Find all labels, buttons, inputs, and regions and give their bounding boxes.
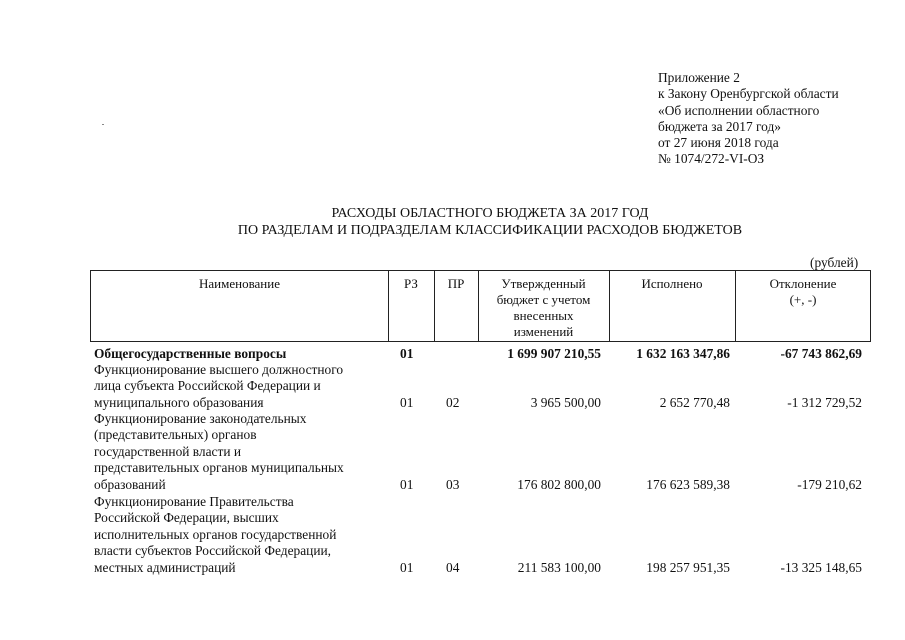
appendix-line: от 27 июня 2018 года <box>658 135 779 151</box>
row-pr: 04 <box>446 560 460 575</box>
row-executed: 1 632 163 347,86 <box>636 346 730 361</box>
header-rz: РЗ <box>404 276 418 291</box>
row-rz: 01 <box>400 346 414 361</box>
row-name-line: государственной власти и <box>94 443 242 459</box>
row-name <box>94 411 344 493</box>
row-name-line: местных администраций <box>94 559 236 575</box>
row-executed: 198 257 951,35 <box>646 560 730 575</box>
row-pr: 02 <box>446 395 460 410</box>
row-pr: 03 <box>446 477 460 492</box>
row-rz: 01 <box>400 477 414 492</box>
header-pr: ПР <box>447 276 465 291</box>
row-name-line: образований <box>94 476 166 492</box>
document-title-line-2: ПО РАЗДЕЛАМ И ПОДРАЗДЕЛАМ КЛАССИФИКАЦИИ РАСХОДОВ БЮДЖЕТОВ <box>237 223 743 238</box>
table-header <box>90 270 871 342</box>
header-deviation-line: Отклонение <box>769 276 837 291</box>
header-approved <box>478 276 609 340</box>
row-rz: 01 <box>400 560 414 575</box>
row-name-line: Функционирование законодательных <box>94 411 307 426</box>
row-name-line: власти субъектов Российской Федерации, <box>94 543 332 559</box>
appendix-line: Приложение 2 <box>658 70 740 85</box>
document-title-line-1: РАСХОДЫ ОБЛАСТНОГО БЮДЖЕТА ЗА 2017 ГОД <box>331 206 649 221</box>
header-approved-line: внесенных <box>513 308 574 323</box>
row-name-line: муниципального образования <box>94 394 264 410</box>
row-name-line: Общегосударственные вопросы <box>94 346 287 361</box>
appendix-block <box>658 70 839 168</box>
units-label: (рублей) <box>810 255 859 270</box>
row-approved: 1 699 907 210,55 <box>507 346 601 361</box>
header-approved-line: Утвержденный <box>501 276 586 291</box>
header-executed: Исполнено <box>641 276 703 291</box>
header-approved-line: бюджет с учетом <box>496 292 591 307</box>
row-name-line: исполнительных органов государственной <box>94 526 337 542</box>
row-name <box>94 346 286 362</box>
row-name-line: Функционирование Правительства <box>94 494 294 509</box>
row-approved: 211 583 100,00 <box>517 560 601 575</box>
row-rz: 01 <box>400 395 414 410</box>
header-approved-line: изменений <box>513 324 574 339</box>
header-deviation-line: (+, -) <box>789 292 817 307</box>
row-deviation: -67 743 862,69 <box>780 346 862 361</box>
row-deviation: -179 210,62 <box>797 477 862 492</box>
row-approved: 3 965 500,00 <box>530 395 601 410</box>
appendix-line: № 1074/272-VI-ОЗ <box>658 151 765 167</box>
appendix-line: бюджета за 2017 год» <box>658 118 781 134</box>
row-deviation: -13 325 148,65 <box>780 560 862 575</box>
row-name <box>94 362 343 411</box>
row-name <box>94 494 336 576</box>
row-executed: 176 623 589,38 <box>646 477 730 492</box>
row-name-line: Российской Федерации, высших <box>94 510 279 526</box>
scan-speck <box>102 124 104 125</box>
row-approved: 176 802 800,00 <box>517 477 601 492</box>
row-name-line: Функционирование высшего должностного <box>94 362 344 377</box>
row-name-line: (представительных) органов <box>94 427 257 443</box>
row-name-line: лица субъекта Российской Федерации и <box>94 378 321 394</box>
appendix-line: к Закону Оренбургской области <box>658 86 839 102</box>
appendix-line: «Об исполнении областного <box>658 102 820 118</box>
row-name-line: представительных органов муниципальных <box>94 460 344 476</box>
row-deviation: -1 312 729,52 <box>787 395 862 410</box>
header-name: Наименование <box>199 276 280 291</box>
row-executed: 2 652 770,48 <box>659 395 730 410</box>
header-deviation <box>735 276 871 308</box>
